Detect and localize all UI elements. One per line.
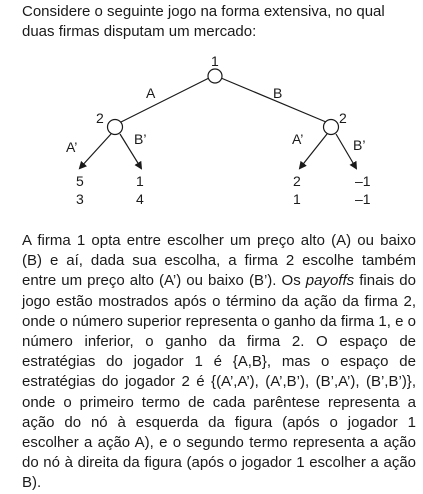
left-node [108, 120, 123, 135]
payoff-3-top: 2 [293, 173, 301, 189]
right-node [324, 120, 339, 135]
payoff-4-top: –1 [355, 173, 371, 189]
paragraph-part-1: A firma 1 opta entre escolher um preço alto (A) ou baixo (B) e aí, dada sua escolha, a firma 2 escolhe também entre um preço alto (A’) ou baixo (B’). Os [22, 232, 416, 290]
payoff-1-bottom: 3 [76, 191, 84, 207]
payoffs-italic-word: payoffs [305, 272, 355, 290]
left-node-label: 2 [96, 110, 104, 126]
right-a-prime-label: A’ [292, 131, 304, 147]
paragraph-part-2: finais do jogo estão mostrados após o término da ação da firma 2, onde o número superior representa o ganho da firma 1, e o número inferior, o ganho da firma 2. O espaço de estratégias do jogador 1 é {A,B}, mas o espaço de estratégias do jogador 2 é {(A’,A’), (A’,B’), (B’,A’), (B’,B’)}, onde o primeiro termo de cada parêntese representa a ação do nó à esquerda da figura (após o jogador 1 escolher a ação A), e o segundo termo representa a ação do nó à direita da figura (após o jogador 1 escolher a ação B). [22, 272, 416, 492]
payoff-1-top: 5 [76, 173, 84, 189]
left-b-prime-label: B’ [134, 131, 147, 147]
right-node-label: 2 [339, 110, 347, 126]
branch-b-label: B [273, 85, 283, 101]
root-node-label: 1 [211, 53, 219, 69]
root-node [208, 69, 222, 83]
left-a-prime-label: A’ [66, 139, 78, 155]
branch-a-label: A [146, 85, 156, 101]
intro-text: Considere o seguinte jogo na forma extensiva, no qual duas firmas disputam um mercado: [22, 3, 385, 40]
payoff-3-bottom: 1 [293, 191, 301, 207]
description-paragraph [22, 231, 416, 494]
branch-a [121, 78, 209, 122]
payoff-2-bottom: 4 [136, 191, 144, 207]
payoff-2-top: 1 [136, 173, 144, 189]
branch-right-a-prime [300, 134, 327, 168]
game-tree-diagram [0, 0, 423, 230]
right-b-prime-label: B’ [353, 137, 366, 153]
branch-left-a-prime [80, 134, 111, 168]
payoff-4-bottom: –1 [355, 191, 371, 207]
